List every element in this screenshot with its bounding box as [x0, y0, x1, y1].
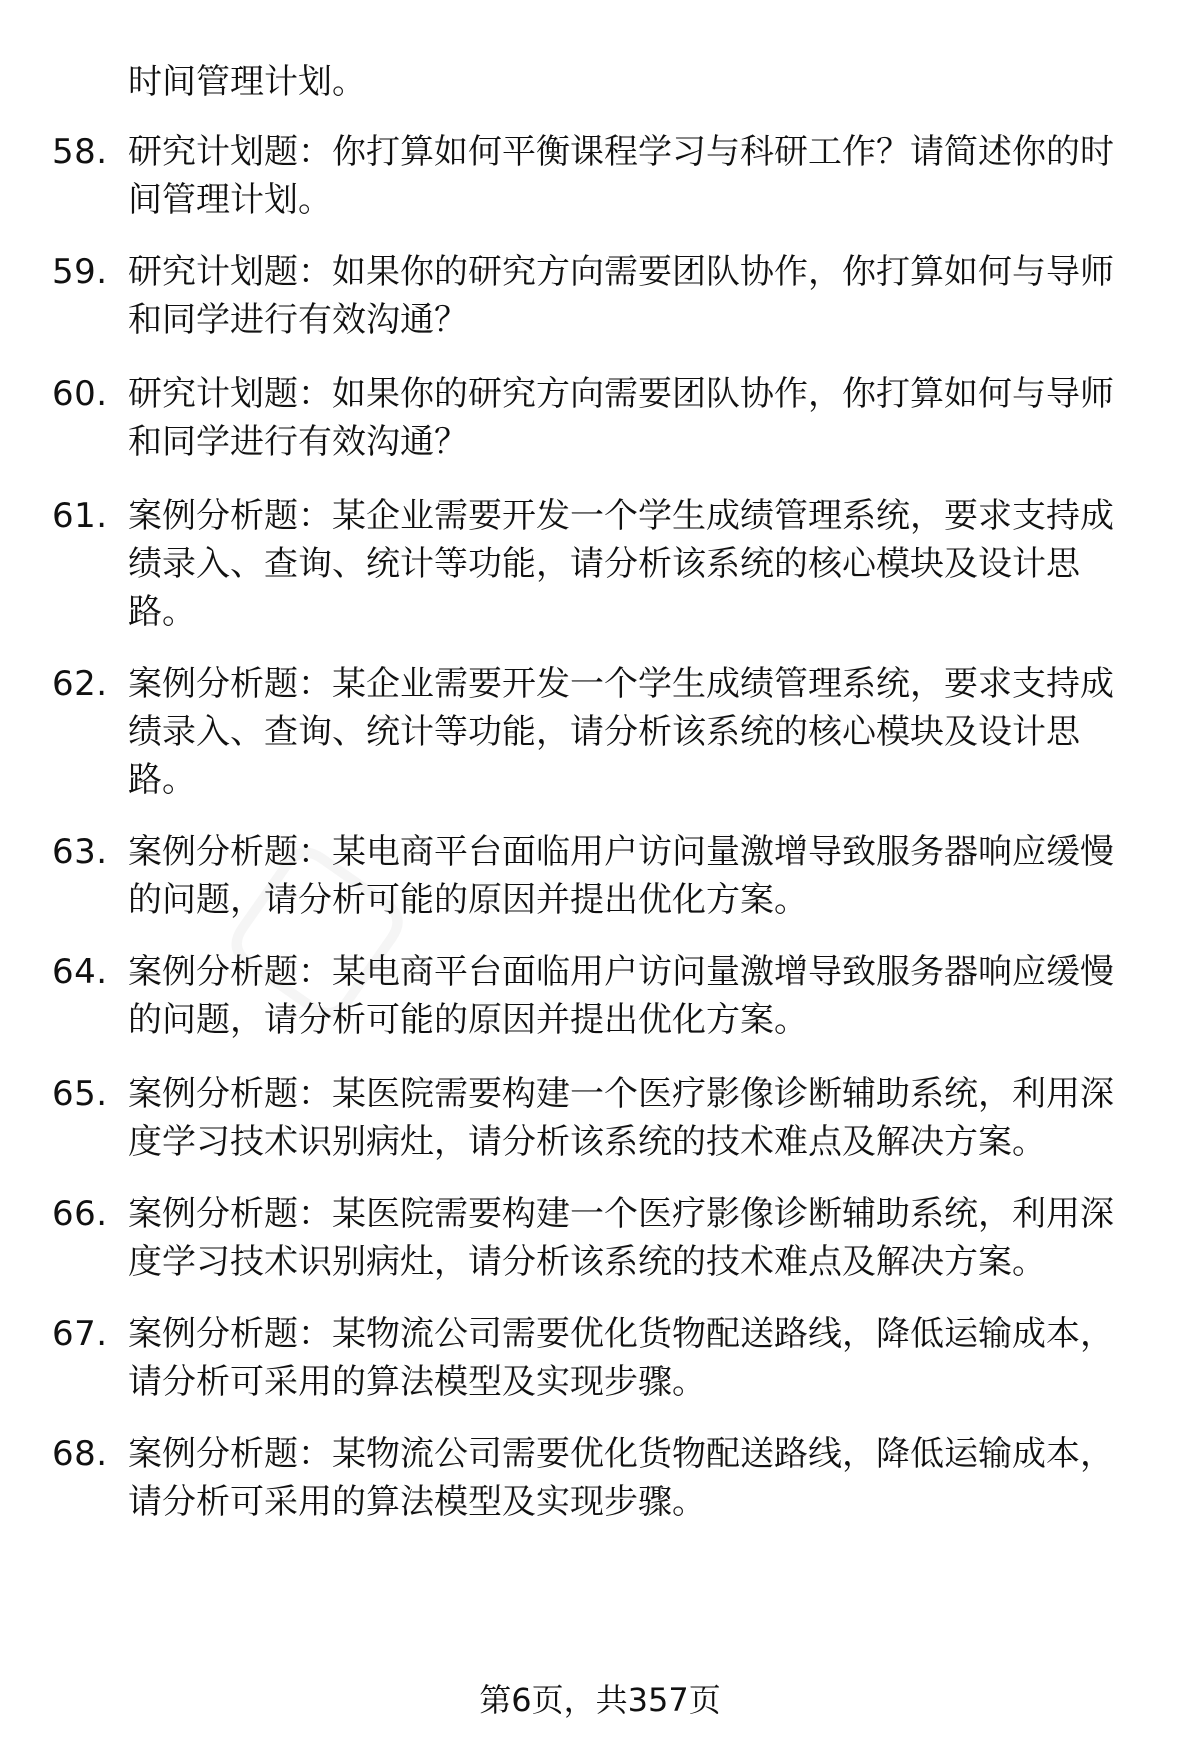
- question-text: 研究计划题：如果你的研究方向需要团队协作，你打算如何与导师和同学进行有效沟通？: [128, 374, 1114, 462]
- question-text: 研究计划题：如果你的研究方向需要团队协作，你打算如何与导师和同学进行有效沟通？: [128, 252, 1114, 340]
- question-number: 60.: [52, 374, 108, 414]
- question-text: 案例分析题：某企业需要开发一个学生成绩管理系统，要求支持成绩录入、查询、统计等功能，请分析该系统的核心模块及设计思路。: [128, 664, 1114, 800]
- question-number: 67.: [52, 1314, 108, 1354]
- question-number: 62.: [52, 664, 108, 704]
- question-text: 案例分析题：某医院需要构建一个医疗影像诊断辅助系统，利用深度学习技术识别病灶，请分析该系统的技术难点及解决方案。: [128, 1074, 1114, 1162]
- page-footer: 第6页，共357页: [479, 1681, 721, 1719]
- question-number: 58.: [52, 132, 108, 172]
- question-number: 66.: [52, 1194, 108, 1234]
- question-number: 64.: [52, 952, 108, 992]
- continuation-text: 时间管理计划。: [128, 62, 366, 102]
- question-number: 61.: [52, 496, 108, 536]
- question-text: 案例分析题：某电商平台面临用户访问量激增导致服务器响应缓慢的问题，请分析可能的原因并提出优化方案。: [128, 832, 1114, 920]
- question-number: 59.: [52, 252, 108, 292]
- question-text: 案例分析题：某物流公司需要优化货物配送路线，降低运输成本，请分析可采用的算法模型及实现步骤。: [128, 1314, 1114, 1402]
- question-text: 案例分析题：某医院需要构建一个医疗影像诊断辅助系统，利用深度学习技术识别病灶，请分析该系统的技术难点及解决方案。: [128, 1194, 1114, 1282]
- question-number: 65.: [52, 1074, 108, 1114]
- question-text: 案例分析题：某企业需要开发一个学生成绩管理系统，要求支持成绩录入、查询、统计等功能，请分析该系统的核心模块及设计思路。: [128, 496, 1114, 632]
- question-number: 68.: [52, 1434, 108, 1474]
- question-number: 63.: [52, 832, 108, 872]
- question-text: 研究计划题：你打算如何平衡课程学习与科研工作？请简述你的时间管理计划。: [128, 132, 1114, 220]
- question-text: 案例分析题：某物流公司需要优化货物配送路线，降低运输成本，请分析可采用的算法模型及实现步骤。: [128, 1434, 1114, 1522]
- question-text: 案例分析题：某电商平台面临用户访问量激增导致服务器响应缓慢的问题，请分析可能的原因并提出优化方案。: [128, 952, 1114, 1040]
